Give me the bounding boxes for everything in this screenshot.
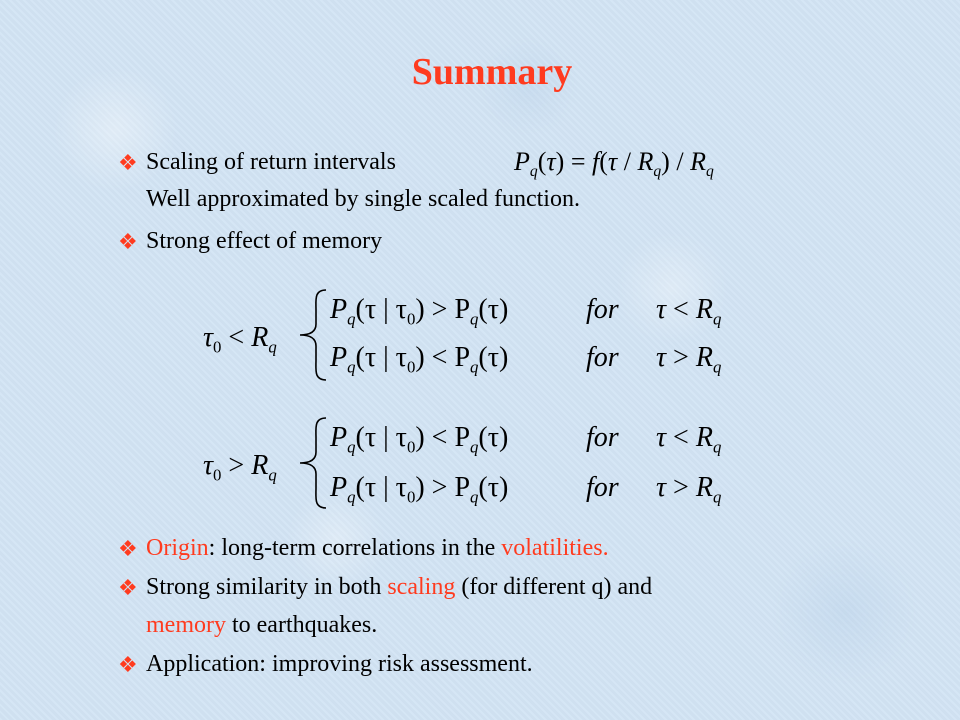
bullet-icon: ❖	[118, 150, 138, 175]
system1-row1-range: $\tau < R_q$	[656, 294, 722, 329]
system1-row2-range: $\tau > R_q$	[656, 342, 722, 377]
system1-row1-for: for	[586, 294, 619, 325]
system1-row1: $P_q(\tau$ | $\tau_0) > P_q(\tau)$	[330, 294, 509, 329]
system1-brace	[292, 288, 332, 382]
scaling-formula: $P_q(\tau) = f(\tau / R_q) / R_q$	[514, 147, 714, 181]
bullet-application-text: Application: improving risk assessment.	[146, 651, 533, 677]
system2-row1-range: $\tau < R_q$	[656, 422, 722, 457]
system2-row2-for: for	[586, 472, 619, 503]
system2-row1: $P_q(\tau$ | $\tau_0) < P_q(\tau)$	[330, 422, 509, 457]
bullet-origin-text: Origin: long-term correlations in the volatilities.	[146, 535, 609, 561]
bullet-icon: ❖	[118, 229, 138, 254]
slide-title: Summary	[411, 51, 573, 93]
system2-brace	[292, 416, 332, 510]
bullet-icon: ❖	[118, 575, 138, 600]
bullet-similarity-text: Strong similarity in both scaling (for different q) and	[146, 574, 653, 600]
system2-row2: $P_q(\tau$ | $\tau_0) > P_q(\tau)$	[330, 472, 509, 507]
system1-row2-for: for	[586, 342, 619, 373]
bullet-icon: ❖	[118, 536, 138, 561]
bullet-scaling-subtext: Well approximated by single scaled function.	[146, 186, 580, 212]
system1-row2: $P_q(\tau$ | $\tau_0) < P_q(\tau)$	[330, 342, 509, 377]
system1-condition: $\tau_0 < R_q$	[203, 322, 277, 357]
bullet-similarity-text-cont: memory to earthquakes.	[146, 612, 378, 638]
bullet-memory-text: Strong effect of memory	[146, 228, 383, 254]
bullet-scaling-text: Scaling of return intervals	[146, 149, 396, 175]
system2-condition: $\tau_0 > R_q$	[203, 450, 277, 485]
bullet-icon: ❖	[118, 652, 138, 677]
system2-row2-range: $\tau > R_q$	[656, 472, 722, 507]
system2-row1-for: for	[586, 422, 619, 453]
